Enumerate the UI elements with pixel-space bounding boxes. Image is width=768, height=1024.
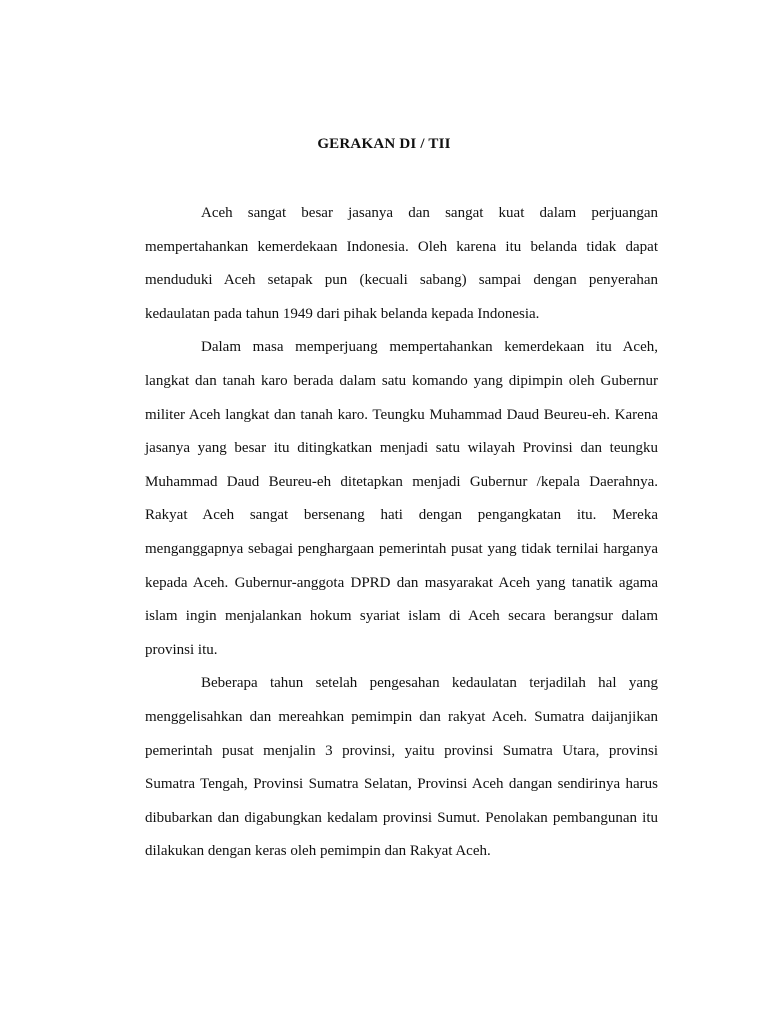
paragraph-2: Dalam masa memperjuang mempertahankan kemerdekaan itu Aceh, langkat dan tanah karo berada dalam satu komando yang dipimpin oleh Gubernur militer Aceh langkat dan tanah karo. Teungku Muhammad Daud Beureu-eh. Karena jasanya yang besar itu ditingkatkan menjadi satu wilayah Provinsi dan teungku Muhammad Daud Beureu-eh ditetapkan menjadi Gubernur /kepala Daerahnya. Rakyat Aceh sangat bersenang hati dengan pengangkatan itu. Mereka menganggapnya sebagai penghargaan pemerintah pusat yang tidak ternilai harganya kepada Aceh. Gubernur-anggota DPRD dan masyarakat Aceh yang tanatik agama islam ingin menjalankan hokum syariat islam di Aceh secara berangsur dalam provinsi itu. bbox=[145, 339, 658, 658]
document-body bbox=[145, 197, 658, 869]
paragraph-3: Beberapa tahun setelah pengesahan kedaulatan terjadilah hal yang menggelisahkan dan mereahkan pemimpin dan rakyat Aceh. Sumatra daijanjikan pemerintah pusat menjalin 3 provinsi, yaitu provinsi Sumatra Utara, provinsi Sumatra Tengah, Provinsi Sumatra Selatan, Provinsi Aceh dangan sendirinya harus dibubarkan dan digabungkan kedalam provinsi Sumut. Penolakan pembangunan itu dilakukan dengan keras oleh pemimpin dan Rakyat Aceh. bbox=[145, 675, 658, 860]
document-title: GERAKAN DI / TII bbox=[317, 136, 451, 152]
paragraph-1: Aceh sangat besar jasanya dan sangat kuat dalam perjuangan mempertahankan kemerdekaan Indonesia. Oleh karena itu belanda tidak dapat menduduki Aceh setapak pun (kecuali sabang) sampai dengan penyerahan kedaulatan pada tahun 1949 dari pihak belanda kepada Indonesia. bbox=[145, 205, 658, 322]
